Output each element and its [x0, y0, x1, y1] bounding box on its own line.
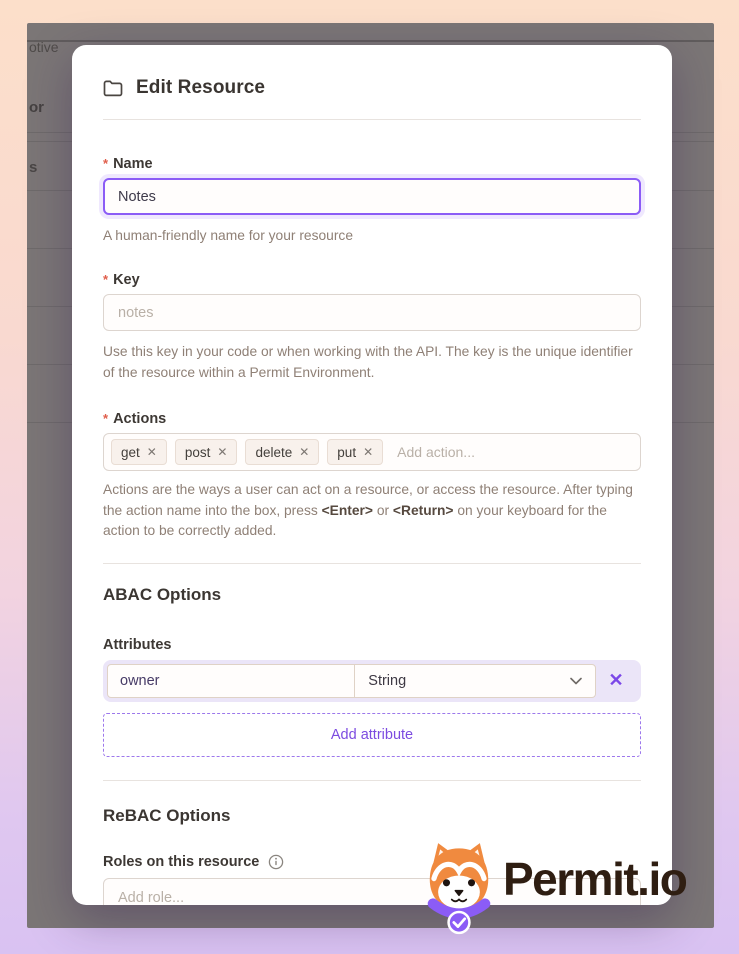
permitio-logo-text: Permit.io [503, 853, 687, 905]
attribute-type-select[interactable] [354, 664, 596, 698]
action-tag-label: put [337, 444, 357, 460]
attribute-name-input[interactable] [107, 664, 355, 698]
required-marker: * [103, 156, 109, 171]
add-action-placeholder: Add action... [397, 444, 475, 460]
abac-options-heading: ABAC Options [103, 584, 222, 604]
edit-resource-modal [72, 45, 672, 905]
background-text-fragment: otive [29, 39, 59, 55]
action-tag-label: delete [255, 444, 293, 460]
remove-action-icon[interactable]: ✕ [146, 445, 157, 459]
attribute-type-value: String [368, 672, 407, 689]
remove-action-icon[interactable]: ✕ [217, 445, 228, 459]
remove-action-icon[interactable]: ✕ [363, 445, 374, 459]
key-helper-text: Use this key in your code or when working with the API. The key is the unique identifier of the resource within a Permit Environment. [103, 344, 633, 380]
actions-label: * Actions [103, 411, 167, 427]
remove-attribute-icon[interactable]: ✕ [608, 670, 624, 690]
required-marker: * [103, 272, 109, 287]
remove-action-icon[interactable]: ✕ [299, 445, 310, 459]
background-text-fragment: or [29, 99, 44, 116]
action-tag [175, 439, 238, 465]
name-label: * Name [103, 156, 153, 172]
background-header-divider [27, 40, 714, 42]
action-tag-label: get [121, 444, 140, 460]
divider [103, 563, 641, 564]
return-key-hint: <Return> [392, 502, 454, 518]
action-tag [111, 439, 167, 465]
rebac-options-heading: ReBAC Options [103, 805, 231, 825]
divider [103, 119, 641, 120]
key-label: * Key [103, 272, 140, 288]
name-helper-text: A human-friendly name for your resource [103, 228, 353, 243]
divider [103, 780, 641, 781]
modal-header [103, 76, 641, 100]
name-input[interactable] [103, 178, 641, 215]
actions-helper-text: Actions are the ways a user can act on a resource, or access the resource. After typing the action name into the box, press <Enter> or <Return> on your keyboard for the action to be correctly added. [103, 482, 633, 538]
folder-icon [103, 80, 123, 97]
action-tag [245, 439, 319, 465]
permitio-fox-icon [424, 840, 494, 936]
info-icon[interactable] [268, 854, 284, 870]
attributes-label: Attributes [103, 636, 172, 653]
key-input[interactable] [103, 294, 641, 331]
roles-label: Roles on this resource [103, 853, 260, 870]
chevron-down-icon [570, 677, 582, 685]
action-tag-label: post [184, 444, 211, 460]
attribute-row [103, 660, 641, 702]
enter-key-hint: <Enter> [321, 502, 373, 518]
action-tag [327, 439, 383, 465]
modal-title: Edit Resource [136, 77, 266, 98]
background-text-fragment: s [29, 159, 38, 176]
actions-tag-input[interactable] [103, 433, 641, 471]
required-marker: * [103, 411, 109, 426]
add-attribute-button[interactable]: Add attribute [103, 713, 641, 757]
permitio-logo [424, 840, 686, 936]
